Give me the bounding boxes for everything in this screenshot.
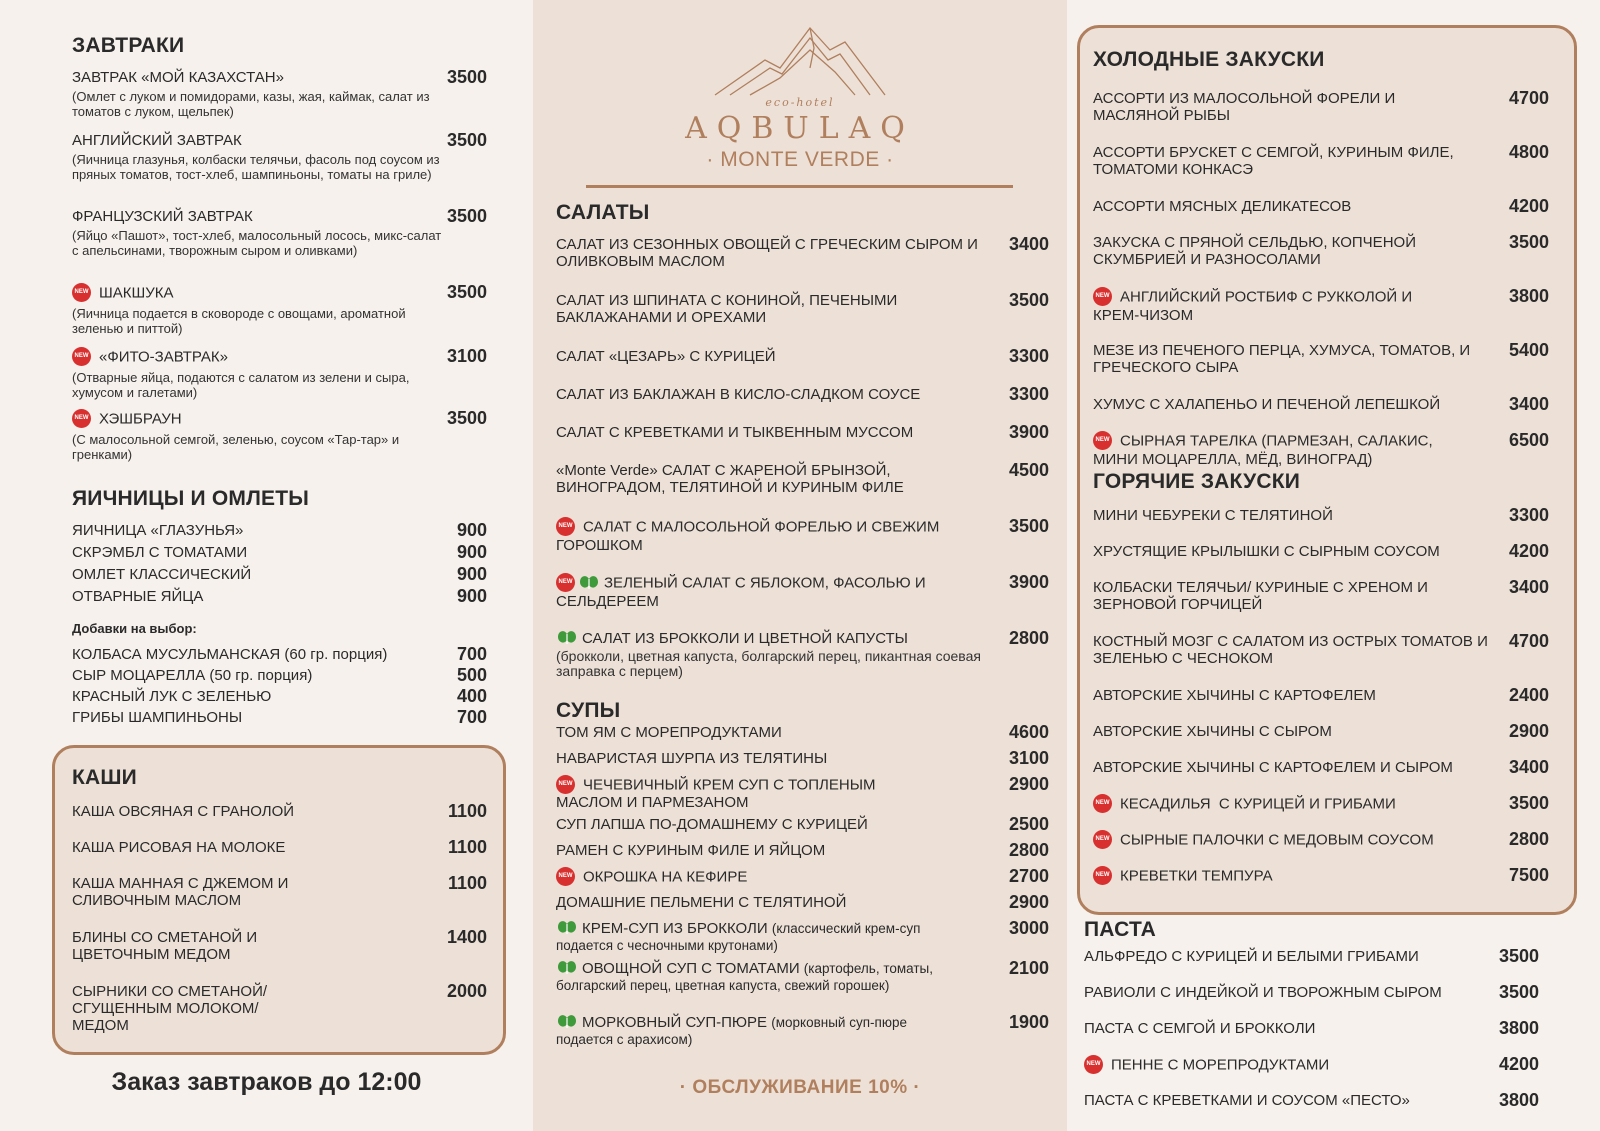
vegan-leaf-icon [556,918,578,936]
menu-item: ОМЛЕТ КЛАССИЧЕСКИЙ 900 [72,564,487,584]
menu-item: NEW СЫРНАЯ ТАРЕЛКА (ПАРМЕЗАН, САЛАКИС, МИНИ МОЦАРЕЛЛА, МЁД, ВИНОГРАД) 6500 [1093,430,1549,468]
menu-item: СУП ЛАПША ПО-ДОМАШНЕМУ С КУРИЦЕЙ 2500 [556,814,1049,834]
menu-item: САЛАТ ИЗ СЕЗОННЫХ ОВОЩЕЙ С ГРЕЧЕСКИМ СЫРОМ И ОЛИВКОВЫМ МАСЛОМ 3400 [556,234,1049,270]
price: 900 [456,542,487,562]
porridge-title: КАШИ [72,766,137,789]
left-panel [0,0,533,1131]
price: 2000 [446,981,487,1001]
menu-item: АНГЛИЙСКИЙ ЗАВТРАК 3500 (Яичница глазунья, колбаски телячьи, фасоль под соусом из пряных томатов, тост-хлеб, шампиньоны, томаты на гриле) [72,130,487,182]
breakfasts-list [72,69,487,472]
new-badge-icon: NEW [1093,287,1112,306]
menu-item: NEW ЗЕЛЕНЫЙ САЛАТ С ЯБЛОКОМ, ФАСОЛЬЮ И СЕЛЬДЕРЕЕМ 3900 [556,572,1049,610]
new-badge-icon: NEW [1093,830,1112,849]
menu-item: КОЛБАСКИ ТЕЛЯЧЬИ/ КУРИНЫЕ С ХРЕНОМ И ЗЕРНОВОЙ ГОРЧИЦЕЙ 3400 [1093,577,1549,613]
middle-panel [533,0,1067,1131]
new-badge-icon: NEW [1093,866,1112,885]
menu-item: СКРЭМБЛ С ТОМАТАМИ 900 [72,542,487,562]
breakfast-order-note: Заказ завтраков до 12:00 [111,1068,422,1096]
menu-item: КАША РИСОВАЯ НА МОЛОКЕ 1100 [72,837,487,857]
porridge-list [72,803,487,1037]
price: 4700 [1508,88,1549,108]
price: 3500 [446,282,487,302]
vegan-leaf-icon [556,1012,578,1030]
price: 1400 [446,927,487,947]
menu-item: «Monte Verde» САЛАТ С ЖАРЕНОЙ БРЫНЗОЙ, ВИНОГРАДОМ, ТЕЛЯТИНОЙ И КУРИНЫМ ФИЛЕ 4500 [556,460,1049,496]
addons-title: Добавки на выбор: [72,621,197,636]
price: 3500 [1498,982,1539,1002]
price: 1900 [1008,1012,1049,1032]
menu-item: ЯИЧНИЦА «ГЛАЗУНЬЯ» 900 [72,520,487,540]
menu-item: САЛАТ ИЗ ШПИНАТА С КОНИНОЙ, ПЕЧЕНЫМИ БАКЛАЖАНАМИ И ОРЕХАМИ 3500 [556,290,1049,326]
menu-item: NEW «ФИТО-ЗАВТРАК» 3100 (Отварные яйца, подаются с салатом из зелени и сыра, хумусом и галетами) [72,346,487,400]
price: 3500 [1508,232,1549,252]
menu-item: РАМЕН С КУРИНЫМ ФИЛЕ И ЯЙЦОМ 2800 [556,840,1049,860]
menu-item: НАВАРИСТАЯ ШУРПА ИЗ ТЕЛЯТИНЫ 3100 [556,748,1049,768]
menu-item: АВТОРСКИЕ ХЫЧИНЫ С КАРТОФЕЛЕМ И СЫРОМ 3400 [1093,757,1549,777]
pasta-title: ПАСТА [1084,918,1157,941]
price: 1100 [447,801,487,821]
menu-item: ПАСТА С СЕМГОЙ И БРОККОЛИ 3800 [1084,1018,1539,1038]
pasta-list [1084,948,1539,1128]
menu-item: ЗАВТРАК «МОЙ КАЗАХСТАН» 3500 (Омлет с луком и помидорами, казы, жая, каймак, салат из томатов с луком, щельпек) [72,67,487,119]
soups-title: СУПЫ [556,699,621,722]
menu-item: NEW САЛАТ С МАЛОСОЛЬНОЙ ФОРЕЛЬЮ И СВЕЖИМ ГОРОШКОМ 3500 [556,516,1049,554]
new-badge-icon: NEW [72,409,91,428]
price: 3500 [1498,946,1539,966]
eggs-title: ЯИЧНИЦЫ И ОМЛЕТЫ [72,487,310,510]
menu-item: МИНИ ЧЕБУРЕКИ С ТЕЛЯТИНОЙ 3300 [1093,505,1549,525]
price: 2700 [1008,866,1049,886]
price: 4200 [1508,541,1549,561]
price: 4200 [1498,1054,1539,1074]
eggs-list [72,522,487,610]
price: 2800 [1008,840,1049,860]
menu-item: NEW КРЕВЕТКИ ТЕМПУРА 7500 [1093,867,1549,903]
price: 2400 [1508,685,1549,705]
item-description: (С малосольной семгой, зеленью, соусом «Тар-тар» и гренками) [72,432,400,462]
menu-item: КОЛБАСА МУСУЛЬМАНСКАЯ (60 гр. порция) 700 [72,644,487,664]
menu-item: КАША МАННАЯ С ДЖЕМОМ И СЛИВОЧНЫМ МАСЛОМ 1100 [72,873,487,909]
price: 4500 [1008,460,1049,480]
menu-item: NEW СЫРНЫЕ ПАЛОЧКИ С МЕДОВЫМ СОУСОМ 2800 [1093,831,1549,867]
price: 3500 [446,67,487,87]
menu-item: ПАСТА С КРЕВЕТКАМИ И СОУСОМ «ПЕСТО» 3800 [1084,1090,1539,1110]
price: 3500 [1508,793,1549,813]
menu-item: ФРАНЦУЗСКИЙ ЗАВТРАК 3500 (Яйцо «Пашот», тост-хлеб, малосольный лосось, микс-салат с апельсинами, творожным сыром и оливками) [72,206,487,258]
new-badge-icon: NEW [556,775,575,794]
price: 4700 [1508,631,1549,651]
menu-item: САЛАТ «ЦЕЗАРЬ» С КУРИЦЕЙ 3300 [556,346,1049,366]
price: 3400 [1008,234,1049,254]
cold-appetizers-list [1093,90,1549,472]
menu-item: NEW ОКРОШКА НА КЕФИРЕ 2700 [556,868,1049,894]
mountain-logo-icon [710,20,890,100]
porridge-box [52,745,506,1055]
price: 2100 [1008,958,1049,978]
menu-item: КРАСНЫЙ ЛУК С ЗЕЛЕНЬЮ 400 [72,686,487,706]
price: 3300 [1008,384,1049,404]
price: 2800 [1008,628,1049,648]
menu-item: КОСТНЫЙ МОЗГ С САЛАТОМ ИЗ ОСТРЫХ ТОМАТОВ И ЗЕЛЕНЬЮ С ЧЕСНОКОМ 4700 [1093,631,1549,667]
price: 3500 [446,130,487,150]
new-badge-icon: NEW [556,517,575,536]
soups-list [556,724,1049,1054]
salads-title: САЛАТЫ [556,201,650,224]
price: 7500 [1508,865,1549,885]
price: 900 [456,564,487,584]
item-description: (Отварные яйца, подаются с салатом из зелени и сыра, хумусом и галетами) [72,370,410,400]
menu-item: САЛАТ ИЗ БАКЛАЖАН В КИСЛО-СЛАДКОМ СОУСЕ 3300 [556,384,1049,404]
logo-divider [586,185,1013,188]
price: 2500 [1008,814,1049,834]
price: 1100 [447,837,487,857]
price: 900 [456,520,487,540]
logo-big-text: AQBULAQ [685,111,915,146]
menu-item: СЫР МОЦАРЕЛЛА (50 гр. порция) 500 [72,665,487,685]
price: 3800 [1498,1018,1539,1038]
price: 2900 [1008,774,1049,794]
new-badge-icon: NEW [1084,1055,1103,1074]
price: 3000 [1008,918,1049,938]
menu-item: СЫРНИКИ СО СМЕТАНОЙ/ СГУЩЕННЫМ МОЛОКОМ/ МЕДОМ 2000 [72,981,487,1034]
menu-item: АВТОРСКИЕ ХЫЧИНЫ С СЫРОМ 2900 [1093,721,1549,741]
item-description: (брокколи, цветная капуста, болгарский перец, пикантная соевая заправка с перцем) [556,648,981,680]
addons-list [72,646,487,730]
price: 3500 [446,206,487,226]
menu-item: КАША ОВСЯНАЯ С ГРАНОЛОЙ 1100 [72,801,487,821]
menu-item: АССОРТИ БРУСКЕТ С СЕМГОЙ, КУРИНЫМ ФИЛЕ, ТОМАТОМИ КОНКАСЭ 4800 [1093,142,1549,178]
menu-item: АССОРТИ МЯСНЫХ ДЕЛИКАТЕСОВ 4200 [1093,196,1549,216]
menu-item: NEW ШАКШУКА 3500 (Яичница подается в сковороде с овощами, ароматной зеленью и питтой) [72,282,487,336]
menu-item: АССОРТИ ИЗ МАЛОСОЛЬНОЙ ФОРЕЛИ И МАСЛЯНОЙ РЫБЫ 4700 [1093,88,1549,124]
hotel-logo [533,20,1067,172]
new-badge-icon: NEW [556,867,575,886]
price: 2800 [1508,829,1549,849]
price: 3900 [1008,422,1049,442]
new-badge-icon: NEW [1093,794,1112,813]
menu-item: АЛЬФРЕДО С КУРИЦЕЙ И БЕЛЫМИ ГРИБАМИ 3500 [1084,946,1539,966]
price: 3300 [1008,346,1049,366]
price: 3100 [1008,748,1049,768]
price: 4200 [1508,196,1549,216]
price: 3500 [446,408,487,428]
menu-item: САЛАТ ИЗ БРОККОЛИ И ЦВЕТНОЙ КАПУСТЫ 2800 (брокколи, цветная капуста, болгарский перец, пикантная соевая заправка с перцем) [556,628,1049,680]
cold-appetizers-title: ХОЛОДНЫЕ ЗАКУСКИ [1093,48,1325,71]
new-badge-icon: NEW [72,347,91,366]
vegan-leaf-icon [578,573,600,591]
new-badge-icon: NEW [1093,431,1112,450]
price: 4600 [1008,722,1049,742]
menu-item: NEW КЕСАДИЛЬЯ С КУРИЦЕЙ И ГРИБАМИ 3500 [1093,795,1549,831]
price: 3400 [1508,757,1549,777]
new-badge-icon: NEW [556,573,575,592]
menu-item: ХУМУС С ХАЛАПЕНЬО И ПЕЧЕНОЙ ЛЕПЕШКОЙ 3400 [1093,394,1549,414]
menu-item: NEW ЧЕЧЕВИЧНЫЙ КРЕМ СУП С ТОПЛЕНЫМ МАСЛОМ И ПАРМЕЗАНОМ 2900 [556,774,1049,811]
price: 5400 [1508,340,1549,360]
price: 3900 [1008,572,1049,592]
menu-item: NEW ХЭШБРАУН 3500 (С малосольной семгой, зеленью, соусом «Тар-тар» и гренками) [72,408,487,462]
menu-item: КРЕМ-СУП ИЗ БРОККОЛИ (классический крем-суп подается с чесночными крутонами) 3000 [556,918,1049,953]
hot-appetizers-list [1093,507,1549,903]
price: 3400 [1508,394,1549,414]
menu-item: САЛАТ С КРЕВЕТКАМИ И ТЫКВЕННЫМ МУССОМ 3900 [556,422,1049,442]
salads-list [556,236,1049,694]
price: 3400 [1508,577,1549,597]
price: 4800 [1508,142,1549,162]
menu-item: МЕЗЕ ИЗ ПЕЧЕНОГО ПЕРЦА, ХУМУСА, ТОМАТОВ, И ГРЕЧЕСКОГО СЫРА 5400 [1093,340,1549,376]
price: 3300 [1508,505,1549,525]
breakfasts-title: ЗАВТРАКИ [72,34,185,57]
service-charge-note: · ОБСЛУЖИВАНИЕ 10% · [679,1077,921,1098]
price: 6500 [1508,430,1549,450]
price: 400 [456,686,487,706]
price: 3800 [1508,286,1549,306]
price: 3500 [1008,516,1049,536]
menu-item: NEW ПЕННЕ С МОРЕПРОДУКТАМИ 4200 [1084,1056,1539,1092]
price: 2900 [1508,721,1549,741]
price: 3500 [1008,290,1049,310]
new-badge-icon: NEW [72,283,91,302]
menu-item: ТОМ ЯМ С МОРЕПРОДУКТАМИ 4600 [556,722,1049,742]
menu-item: ХРУСТЯЩИЕ КРЫЛЫШКИ С СЫРНЫМ СОУСОМ 4200 [1093,541,1549,561]
price: 3800 [1498,1090,1539,1110]
price: 3100 [446,346,487,366]
hot-appetizers-title: ГОРЯЧИЕ ЗАКУСКИ [1093,470,1301,493]
menu-item: ЗАКУСКА С ПРЯНОЙ СЕЛЬДЬЮ, КОПЧЕНОЙ СКУМБРИЕЙ И РАЗНОСОЛАМИ 3500 [1093,232,1549,268]
vegan-leaf-icon [556,628,578,646]
menu-item: ОВОЩНОЙ СУП С ТОМАТАМИ (картофель, томаты, болгарский перец, цветная капуста, свежий горошек) 2100 [556,958,1049,993]
price: 700 [456,707,487,727]
vegan-leaf-icon [556,958,578,976]
menu-item: МОРКОВНЫЙ СУП-ПЮРЕ (морковный суп-пюре подается с арахисом) 1900 [556,1012,1049,1047]
price: 1100 [447,873,487,893]
item-description: (Яйцо «Пашот», тост-хлеб, малосольный лосось, микс-салат с апельсинами, творожным сыром и оливками) [72,228,442,258]
price: 900 [456,586,487,606]
appetizers-box [1077,25,1577,915]
menu-item: ДОМАШНИЕ ПЕЛЬМЕНИ С ТЕЛЯТИНОЙ 2900 [556,892,1049,912]
item-description: (Омлет с луком и помидорами, казы, жая, каймак, салат из томатов с луком, щельпек) [72,89,430,119]
logo-small-text: eco-hotel [765,96,835,109]
price: 500 [456,665,487,685]
item-description: (Яичница глазунья, колбаски телячьи, фасоль под соусом из пряных томатов, тост-хлеб, шампиньоны, томаты на гриле) [72,152,440,182]
menu-item: БЛИНЫ СО СМЕТАНОЙ И ЦВЕТОЧНЫМ МЕДОМ 1400 [72,927,487,963]
menu-item: ОТВАРНЫЕ ЯЙЦА 900 [72,586,487,606]
price: 700 [456,644,487,664]
right-panel [1067,0,1600,1131]
logo-sub-text: · MONTE VERDE · [706,148,894,171]
item-description: (Яичница подается в сковороде с овощами, ароматной зеленью и питтой) [72,306,406,336]
menu-item: РАВИОЛИ С ИНДЕЙКОЙ И ТВОРОЖНЫМ СЫРОМ 3500 [1084,982,1539,1002]
menu-item: ГРИБЫ ШАМПИНЬОНЫ 700 [72,707,487,727]
menu-item: NEW АНГЛИЙСКИЙ РОСТБИФ С РУККОЛОЙ И КРЕМ-ЧИЗОМ 3800 [1093,286,1549,324]
menu-item: АВТОРСКИЕ ХЫЧИНЫ С КАРТОФЕЛЕМ 2400 [1093,685,1549,705]
price: 2900 [1008,892,1049,912]
